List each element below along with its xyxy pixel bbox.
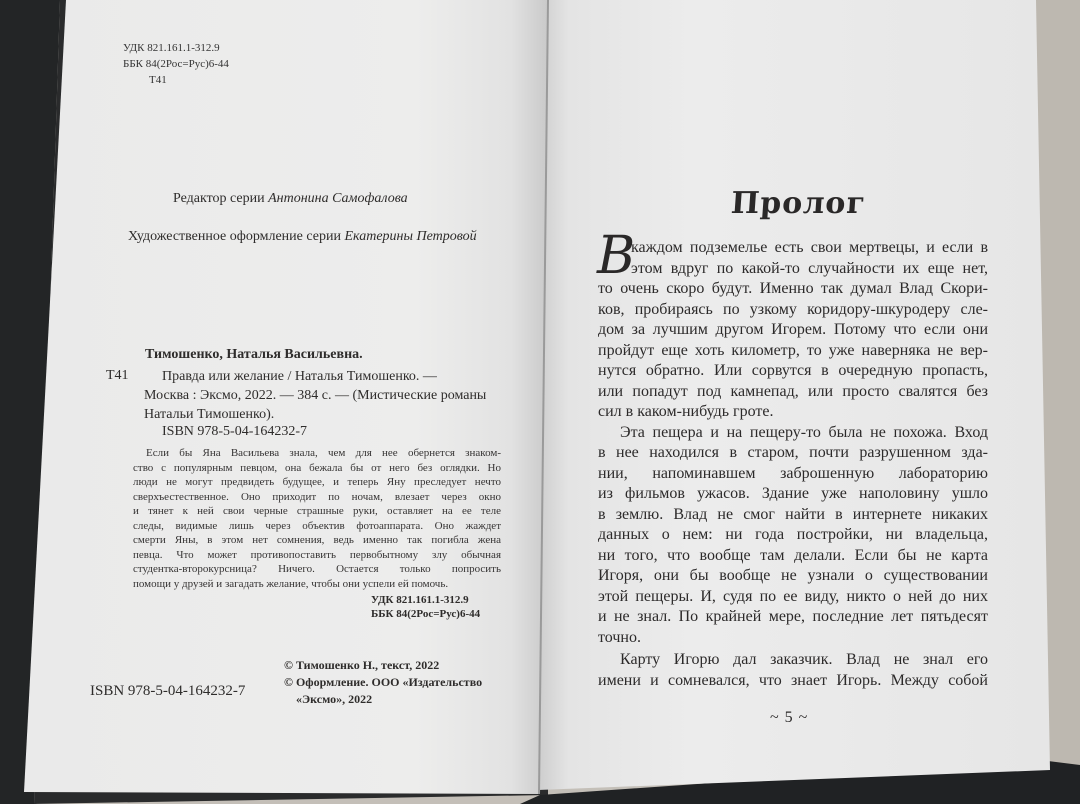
copyright-line: © Тимошенко Н., текст, 2022 [284,658,440,672]
annotation-line: и тянет к ней свои черные страшные руки, оставляет на ее теле [133,505,501,517]
annotation-line: смерти Яны, в этом нет сомнения, ведь именно так погибла жена [133,534,501,546]
text-line: этом вдруг по какой-то случайности их еще нет, [631,259,988,277]
annotation-line: студентка-второкурсница? Ничего. Остается только попросить [133,563,501,575]
series-design-line [128,228,477,246]
text-line: и не знал. По крайней мере, последние лет пятьдесят [598,608,988,625]
author-line: Тимошенко, Наталья Васильевна. [145,347,363,362]
bib-line: Правда или желание / Наталья Тимошенко. — [162,369,437,384]
text-line: сил в каком-нибудь гроте. [598,403,774,420]
text-line: пройдут еще хоть километр, то уже наверняка не вер- [598,341,988,359]
footer-udk: УДК 821.161.1-312.9 [371,594,469,606]
text-line: Игоря, они бы вообще не узнали о существовании [598,567,988,584]
series-editor-line [173,190,408,208]
bib-line: Натальи Тимошенко). [144,407,275,422]
text-line: точно. [598,628,641,646]
bib-line: Москва : Эксмо, 2022. — 384 с. — (Мистические романы [144,388,487,403]
isbn-bottom: ISBN 978-5-04-164232-7 [90,683,246,699]
text-line: данных о нем: ни года постройки, ни владельца, [598,526,988,543]
text-line: ков, пробираясь по узкому коридору-шкуродеру сле- [598,300,988,318]
catalog-code: Т41 [106,368,129,383]
text-line: дом за лучшим другом Игорем. Потому что если они [598,321,988,338]
cip-header [123,40,229,88]
annotation-line: помощи у друзей и загадать желание, чтобы они успели ей помочь. [133,577,449,590]
page-number: ~ 5 ~ [770,709,809,726]
annotation-line: певца. Что может противопоставить первобытному злу обычная [133,548,501,561]
text-line: нии, напоминавшем заброшенную лабораторию [598,464,988,482]
text-line: из фильмов ужасов. Здание уже наполовину ушло [598,485,988,502]
footer-bbk: ББК 84(2Рос=Рус)6-44 [371,608,481,620]
bibliographic-record [144,367,486,424]
text-line: то очень скоро будут. Именно так думал Влад Скори- [598,280,988,297]
text-line: нутся обратно. Или сорвутся в очередную пропасть, [598,362,988,379]
footer-codes [371,593,480,621]
cip-bbk: ББК 84(2Рос=Рус)6-44 [123,58,229,70]
annotation-line: сверхъестественное. Оно приходит по ночам, влезает через окно [133,490,501,503]
text-line: Эта пещера и на пещеру-то была не похожа. Вход [620,423,988,441]
series-editor-name: Антонина Самофалова [268,191,408,206]
cip-code: Т41 [149,74,167,86]
annotation-line: следы, видимые лишь через объектив фотоаппарата. Оно жаждет [133,519,501,532]
text-line: каждом подземелье есть свои мертвецы, и если в [631,239,988,256]
copyright-block [284,657,482,708]
copyright-line: «Эксмо», 2022 [296,692,373,706]
text-line: в землю. Влад не смог найти в интернете никаких [598,505,988,523]
series-design-name: Екатерины Петровой [344,229,477,244]
annotation [133,446,501,591]
cip-udk: УДК 821.161.1-312.9 [123,42,220,54]
annotation-line: ство с популярным певцом, она бежала бы от него без оглядки. Но [133,461,501,474]
series-design-prefix: Художественное оформление серии [128,229,341,244]
prologue-text [598,238,990,691]
text-line: Карту Игорю дал заказчик. Влад не знал его [620,651,988,668]
text-line: или попадут под камнепад, или просто свалятся без [598,382,988,400]
chapter-title: Пролог [729,186,868,221]
isbn-inline: ISBN 978-5-04-164232-7 [162,424,308,439]
annotation-line: люди не могут предвидеть будущее, и теперь Яну преследует нечто [133,476,501,488]
text-line: ни того, что вообще там делали. Если бы не карта [598,546,988,564]
text-line: имени и сомневался, что знает Игорь. Между собой [598,671,988,689]
text-line: этой пещеры. И, судя по ее виду, никто о ней до них [598,587,988,605]
drop-cap: В [597,226,636,286]
text-line: в нее находился в старом, почти разрушенном зда- [598,444,988,461]
series-editor-prefix: Редактор серии [173,191,265,206]
annotation-line: Если бы Яна Васильева знала, чем для нее обернется знаком- [146,447,501,459]
copyright-line: © Оформление. ООО «Издательство [284,675,483,689]
